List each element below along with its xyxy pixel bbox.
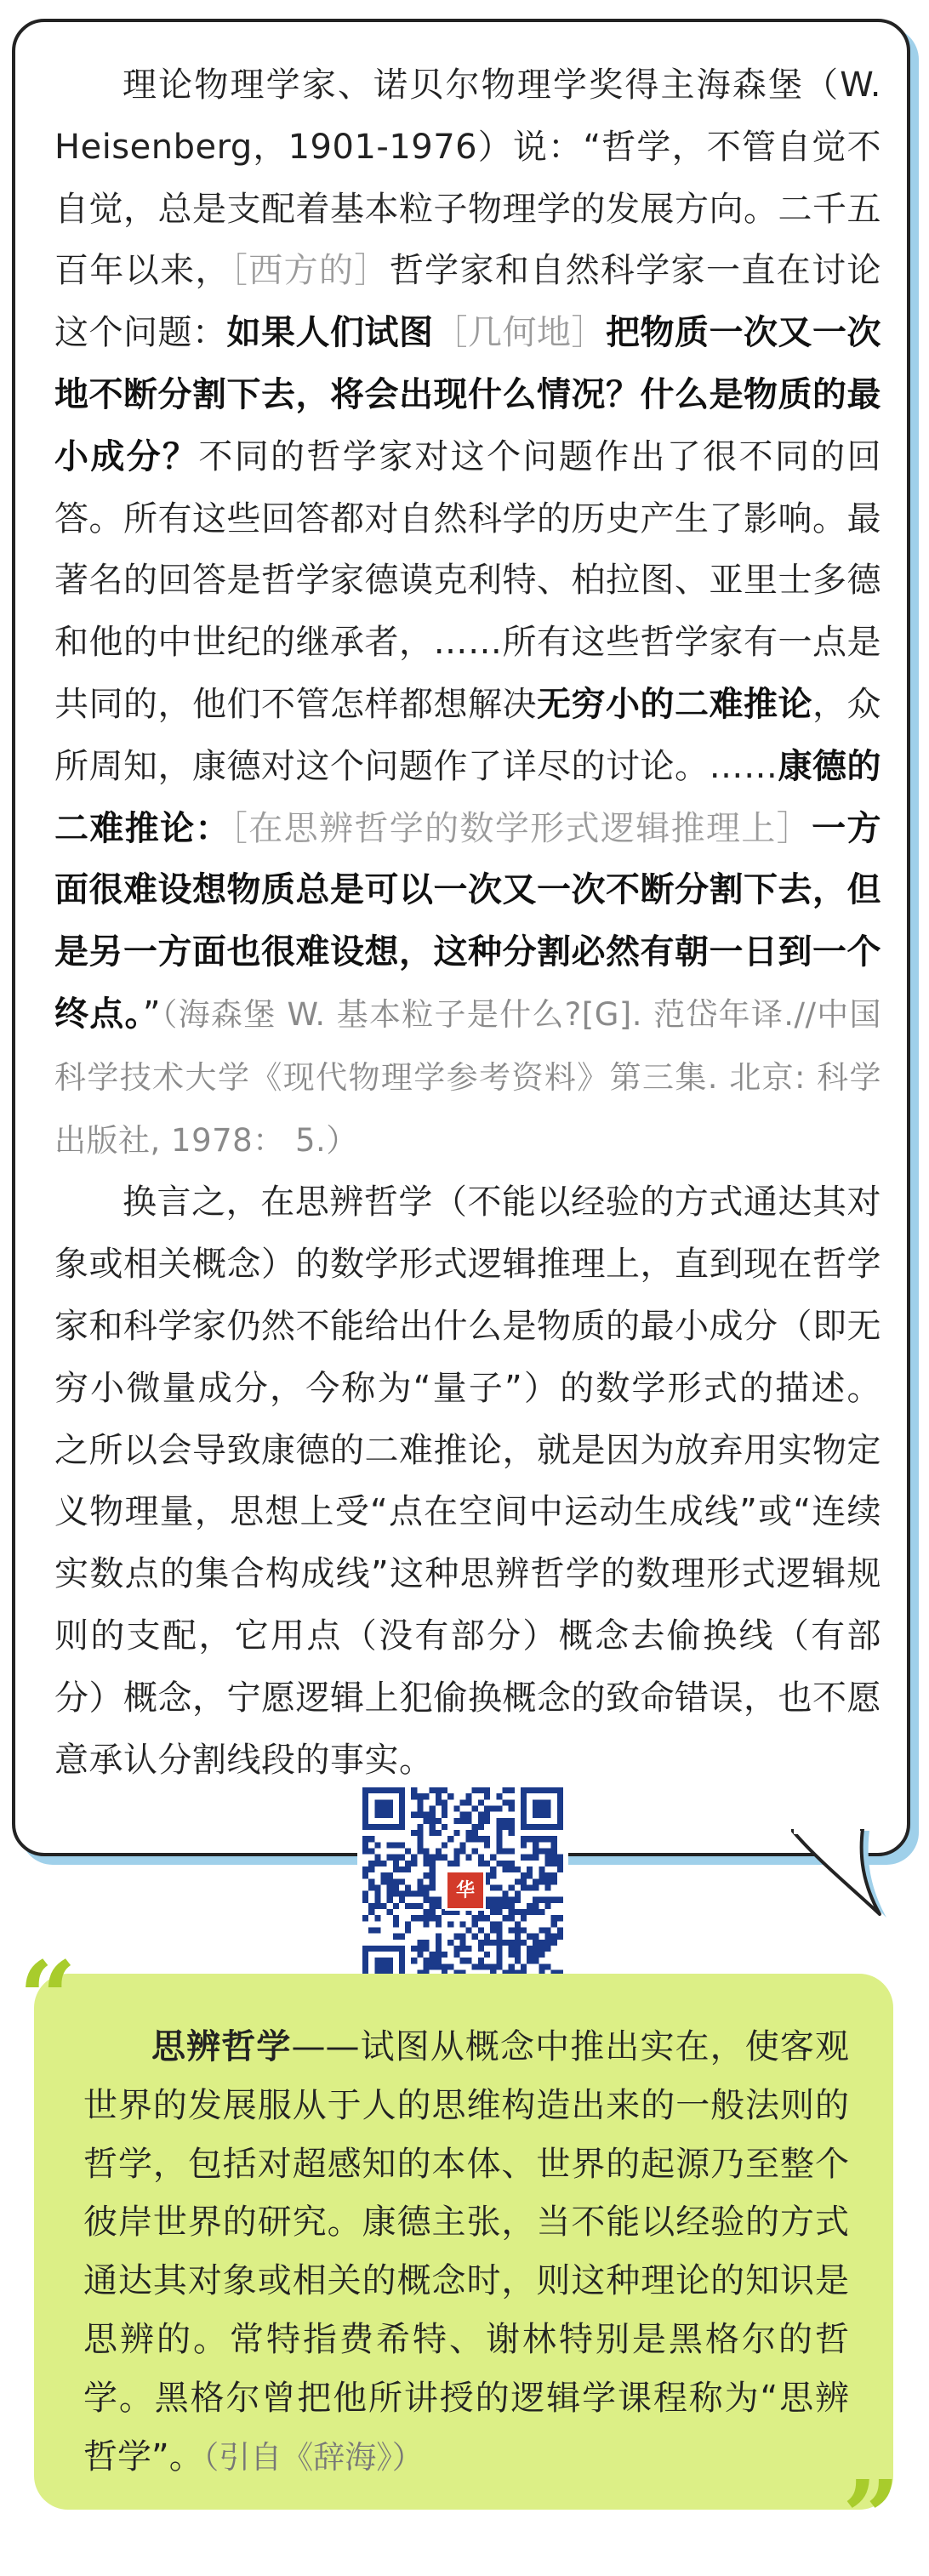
bold-text: 一方面很难设想物质总是可以一次又一次不断分割下去，但是另一方面也很难设想，这种分割必然有朝一日到一个终点。 <box>54 808 882 1034</box>
bold-text: 康德的二难推论： <box>54 746 881 848</box>
definition-box <box>34 1974 893 2510</box>
open-quote-icon: “ <box>19 1939 77 2057</box>
speech-bubble-tail <box>791 1829 902 1923</box>
quote-bubble <box>12 19 910 1856</box>
definition-body: ——试图从概念中推出实在，使客观世界的发展服从于人的思维构造出来的一般法则的哲学，包括对超感知的本体、世界的起源乃至整个彼岸世界的研究。康德主张，当不能以经验的方式通达其对象或相关的概念时，则这种理论的知识是思辨的。常特指费希特、谢林特别是黑格尔的哲学。黑格尔曾把他所讲授的逻辑学课程称为“思辨哲学”。 <box>83 2027 850 2476</box>
citation: （海森堡 W. 基本粒子是什么?[G]. 范岱年译.//中国科学技术大学《现代物理学参考资料》第三集. 北京: 科学出版社, 1978： 5.） <box>54 995 881 1159</box>
qr-logo: 华 <box>445 1870 486 1911</box>
annotation-bracket: ［几何地］ <box>433 313 606 353</box>
bold-text: 把物质一次又一次地不断分割下去，将会出现什么情况？什么是物质的最小成分？ <box>54 313 881 476</box>
definition-paragraph <box>83 2018 849 2487</box>
text-run: ” <box>142 994 162 1034</box>
qr-code[interactable] <box>357 1782 568 1993</box>
text-run: 哲学家和自然科学家一直在讨论这个问题： <box>54 251 882 353</box>
annotation-bracket: ［在思辨哲学的数学形式逻辑推理上］ <box>230 808 812 848</box>
definition-source: （引自《辞海》） <box>202 2438 424 2476</box>
text-run: 理论物理学家、诺贝尔物理学奖得主海森堡（W. Heisenberg，1901-1976）说：“哲学，不管自觉不自觉，总是支配着基本粒子物理学的发展方向。二千五百年以来， <box>54 66 881 291</box>
quote-paragraph <box>54 54 881 1171</box>
close-quote-icon: ” <box>842 2458 900 2576</box>
text-run: 不同的哲学家对这个问题作出了很不同的回答。所有这些回答都对自然科学的历史产生了影响。最著名的回答是哲学家德谟克利特、柏拉图、亚里士多德和他的中世纪的继承者，……所有这些哲学家有一点是共同的，他们不管怎样都想解决 <box>54 436 882 724</box>
text-run: ，众所周知，康德对这个问题作了详尽的讨论。…… <box>54 684 881 786</box>
bold-text: 如果人们试图 <box>226 313 434 353</box>
body-paragraph: 换言之，在思辨哲学（不能以经验的方式通达其对象或相关概念）的数学形式逻辑推理上，直到现在哲学家和科学家仍然不能给出什么是物质的最小成分（即无穷小微量成分，今称为“量子”）的数学形式的描述。之所以会导致康德的二难推论，就是因为放弃用实物定义物理量，思想上受“点在空间中运动生成线”或“连续实数点的集合构成线”这种思辨哲学的数理形式逻辑规则的支配，它用点（没有部分）概念去偷换线（有部分）概念，宁愿逻辑上犯偷换概念的致命错误，也不愿意承认分割线段的事实。 <box>54 1183 881 1780</box>
definition-term: 思辨哲学 <box>151 2027 292 2066</box>
annotation-bracket: ［西方的］ <box>230 251 390 291</box>
bold-text: 无穷小的二难推论 <box>537 684 812 724</box>
